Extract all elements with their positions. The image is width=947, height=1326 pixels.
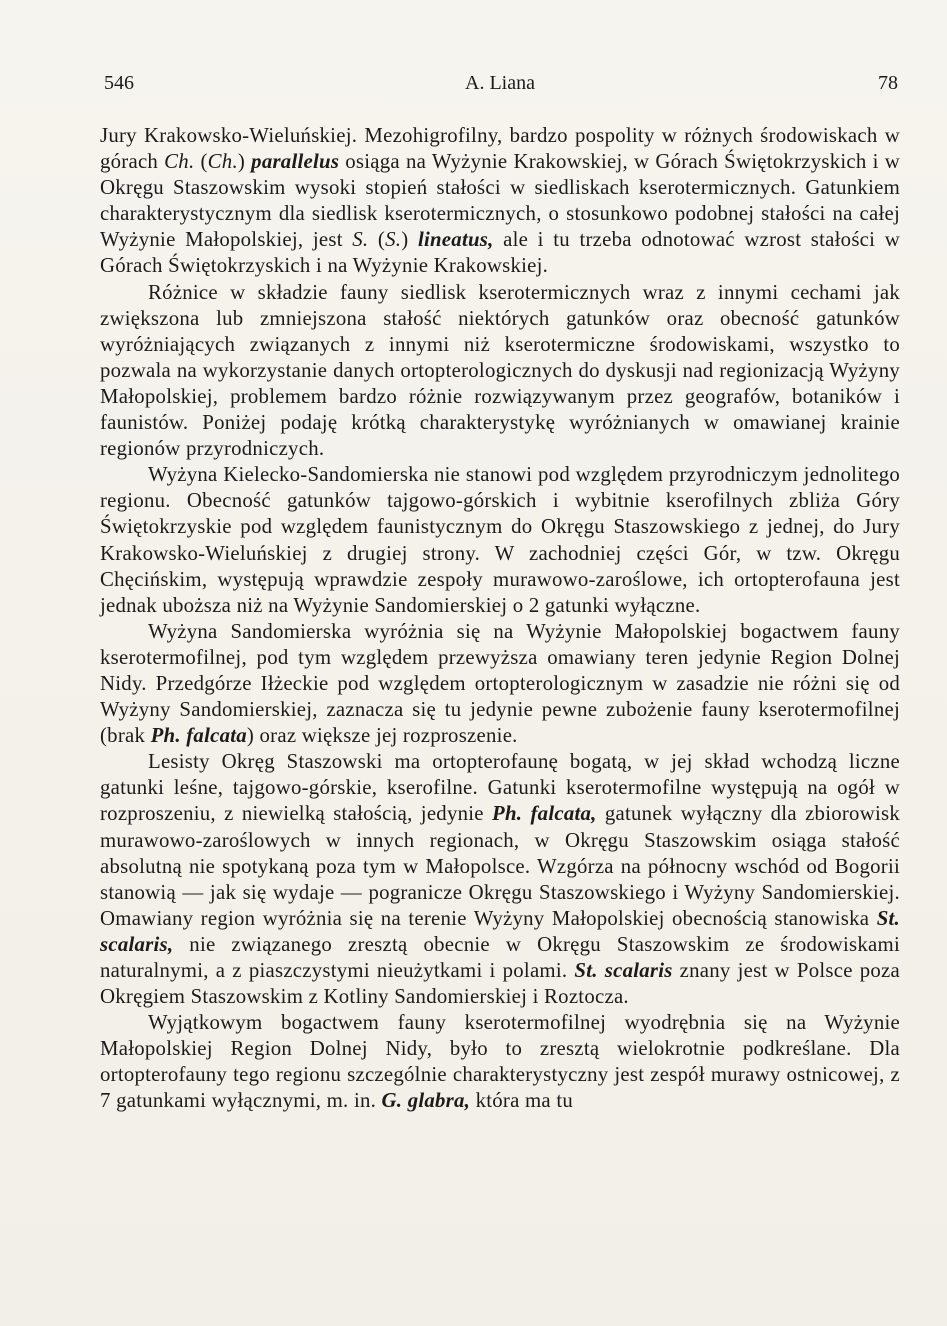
species-name: parallelus [251,150,340,174]
paragraph [100,280,900,463]
species-name: S. [352,228,369,252]
species-name: St. scalaris [574,959,673,982]
text-run: Wyjątkowym bogactwem fauny kserotermofilnej wyodrębnia się na Wyżynie Małopolskiej Region Dolnej Nidy, było to zresztą wielokrotnie podkreślane. Dla ortopterofauny tego regionu szczególnie charakterystyczny jest zespół murawy ostnicowej, z 7 gatunkami wyłącznymi, m. in. [100,1011,900,1113]
running-head-author: A. Liana [465,72,535,94]
text-run: Wyżyna Sandomierska wyróżnia się na Wyżynie Małopolskiej bogactwem fauny kserotermofilnej, pod tym względem przewyższa omawiany teren jedynie Region Dolnej Nidy. Przedgórze Iłżeckie pod względem ortopterologicznym w zasadzie nie różni się od Wyżyny Sandomierskiej, zaznacza się tu jedynie pewne zubożenie fauny kserotermofilnej (brak [100,619,900,748]
species-name: lineatus, [417,228,494,252]
text-run: osiąga na Wyżynie Krakowskiej, w Górach Świętokrzyskich i w Okręgu Staszowskim wysoki stopień stałości w siedliskach kserotermicznych. Gatunkiem charakterystycznym dla siedlisk kserotermicznych, o stosunkowo podobnej stałości na całej Wyżynie Małopolskiej, jest [100,150,900,252]
body-text [100,123,900,1115]
text-run: która ma tu [470,1089,574,1113]
paragraph [100,749,900,1010]
species-name: Ch. [164,150,195,174]
text-run: Jury Krakowsko-Wieluńskiej. Mezohigrofilny, bardzo pospolity w różnych środowiskach w górach [100,124,900,174]
section-number: 78 [878,72,898,94]
text-run: ( [368,228,386,252]
species-name: St. scalaris, [100,906,900,956]
species-name: G. glabra, [381,1089,471,1113]
species-name: S. [385,228,402,252]
paragraph [100,619,900,749]
paragraph [100,1010,900,1114]
text-run: ale i tu trzeba odnotować wzrost stałości w Górach Świętokrzyskich i na Wyżynie Krakowskiej. [100,228,900,278]
text-run: ) [401,228,418,252]
text-run: Wyżyna Kielecko-Sandomierska nie stanowi pod względem przyrodniczym jednolitego regionu. Obecność gatunków tajgowo-górskich i wybitnie kserofilnych zbliża Góry Świętokrzyskie pod względem faunistycznym do Okręgu Staszowskiego z jednej, do Jury Krakowsko-Wieluńskiej z drugiej strony. W zachodniej części Gór, w tzw. Okręgu Chęcińskim, występują wprawdzie zespoły murawowo-zaroślowe, ich ortopterofauna jest jednak uboższa niż na Wyżynie Sandomierskiej o 2 gatunki wyłączne. [100,463,900,617]
paragraph [100,123,900,280]
paragraph [100,462,900,619]
page-header [100,70,900,100]
text-run: gatunek wyłączny dla zbiorowisk murawowo-zaroślowych w innych regionach, w Okręgu Staszowskim osiąga stałość absolutną nie spotykaną poza tym w Małopolsce. Wzgórza na północny wschód od Bogorii stanowią — jak się wydaje — pogranicze Okręgu Staszowskiego i Wyżyny Sandomierskiej. Omawiany region wyróżnia się na terenie Wyżyny Małopolskiej obecnością stanowiska [100,802,900,930]
species-name: Ph. falcata, [492,802,597,826]
text-run: ) oraz większe jej rozproszenie. [246,724,518,748]
page-number: 546 [104,72,134,94]
species-name: Ch. [207,150,238,174]
species-name: Ph. falcata [150,724,247,748]
text-run: Różnice w składzie fauny siedlisk kserotermicznych wraz z innymi cechami jak zwiększona lub zmniejszona stałość niektórych gatunków oraz obecność gatunków wyróżniających związanych z innymi niż kserotermiczne środowiskami, wszystko to pozwala na wykorzystanie danych ortopterologicznych do dyskusji nad regionizacją Wyżyny Małopolskiej, problemem bardzo różnie rozwiązywanym przez geografów, botaników i faunistów. Poniżej podaję krótką charakterystykę wyróżnianych w omawianej krainie regionów przyrodniczych. [100,280,900,461]
text-run: Lesisty Okręg Staszowski ma ortopterofaunę bogatą, w jej skład wchodzą liczne gatunki leśne, tajgowo-górskie, kserofilne. Gatunki kserotermofilne występują na ogół w rozproszeniu, z niewielką stałością, jedynie [100,750,900,826]
text-run: ( [194,150,208,174]
text-run: znany jest w Polsce poza Okręgiem Staszowskim z Kotliny Sandomierskiej i Roztocza. [100,959,900,1009]
text-run: ) [237,150,252,174]
text-run: nie związanego zresztą obecnie w Okręgu Staszowskim ze środowiskami naturalnymi, a z piaszczystymi nieużytkami i polami. [100,932,900,982]
